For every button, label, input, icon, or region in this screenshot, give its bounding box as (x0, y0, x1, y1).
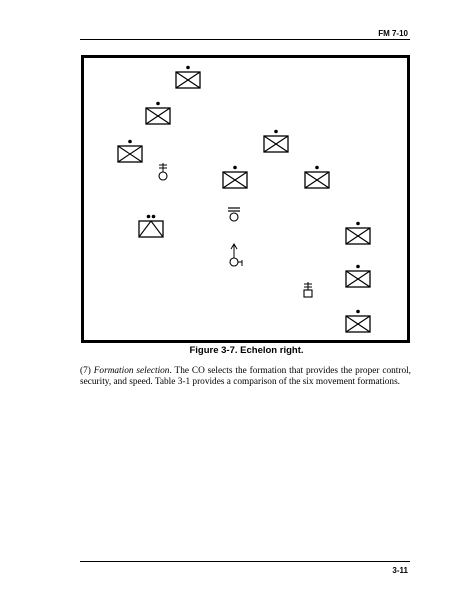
infantry-platoon-symbol (146, 102, 170, 124)
footer-rule (80, 561, 410, 562)
infantry-platoon-symbol (264, 130, 288, 152)
paragraph-body: . The CO selects the formation that provides the proper control, security, and speed. Table 3-1 provides a comparison of the six movement formations. (80, 366, 412, 387)
formation-diagram (84, 58, 407, 340)
infantry-platoon-symbol (118, 140, 142, 162)
infantry-platoon-symbol (346, 222, 370, 244)
first-sergeant-symbol (304, 282, 312, 297)
header-rule (80, 39, 410, 40)
infantry-platoon-symbol (305, 166, 329, 188)
manual-id: FM 7-10 (378, 29, 408, 38)
paragraph-number: (7) (80, 366, 91, 376)
infantry-platoon-symbol (346, 265, 370, 287)
page-number: 3-11 (392, 566, 408, 575)
mortar-section-symbol (228, 208, 240, 221)
infantry-platoon-symbol (223, 166, 247, 188)
command-post-symbol (159, 163, 167, 180)
infantry-platoon-symbol (176, 66, 200, 88)
armor-platoon-symbol (139, 215, 163, 237)
echelon-right-figure (81, 55, 410, 343)
infantry-platoon-symbol (346, 310, 370, 332)
figure-caption: Figure 3-7. Echelon right. (189, 345, 304, 356)
paragraph-title: Formation selection (93, 366, 170, 376)
body-paragraph (80, 366, 411, 388)
company-commander-symbol (230, 244, 242, 266)
